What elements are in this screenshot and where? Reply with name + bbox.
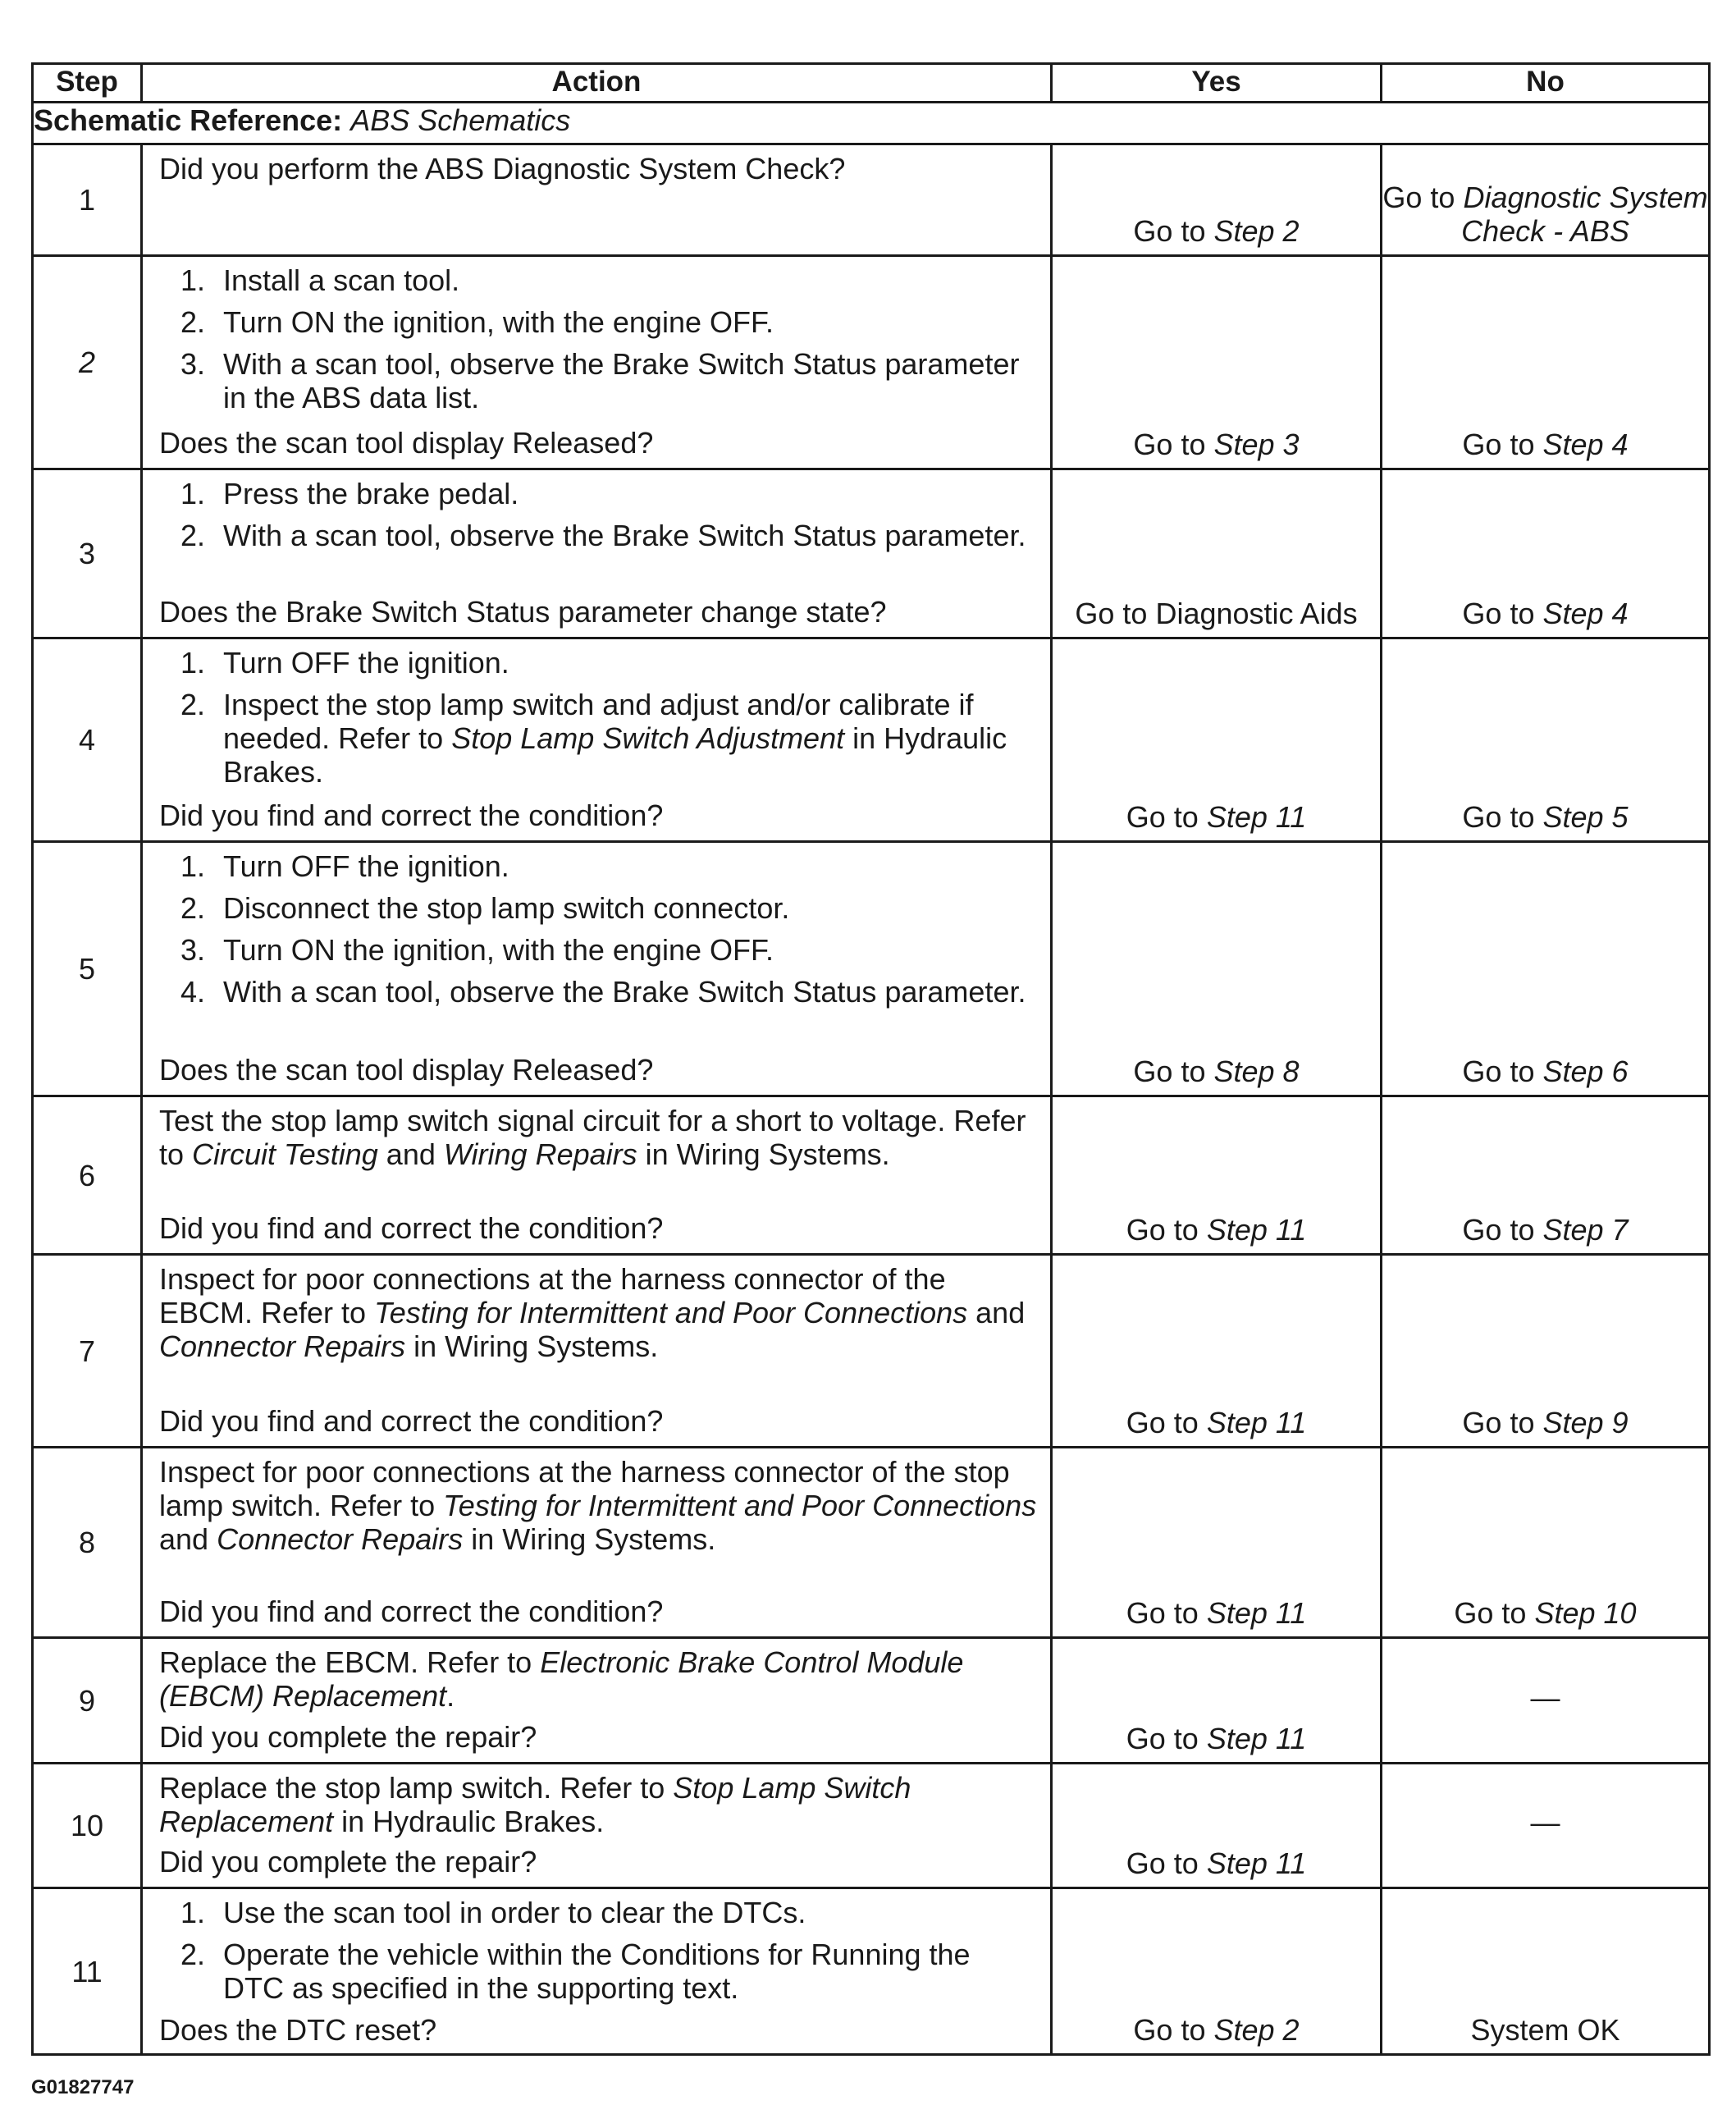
no-result [1382, 256, 1710, 469]
action-cell [142, 1638, 1052, 1764]
action-steps-list [159, 646, 1039, 797]
no-result [1382, 469, 1710, 638]
header-step: Step [33, 64, 142, 103]
yes-result [1052, 144, 1382, 256]
action-step-number: 3. [180, 347, 206, 381]
action-question: Did you complete the repair? [159, 1845, 537, 1878]
yes-result [1052, 1888, 1382, 2055]
yes-result-reference: Step 8 [1213, 1055, 1300, 1088]
yes-result-text: Go to [1133, 1055, 1214, 1088]
no-result [1382, 1096, 1710, 1255]
action-step-number: 1. [180, 646, 206, 680]
action-step-item: 1. Install a scan tool. [180, 263, 460, 297]
no-result-reference: Step 7 [1542, 1213, 1629, 1247]
step-number: 1 [33, 144, 142, 256]
no-result-reference: Step 9 [1542, 1406, 1629, 1439]
step-number: 8 [33, 1448, 142, 1638]
diagnostic-table-container [31, 62, 1708, 2056]
action-question: Does the scan tool display Released? [159, 426, 654, 460]
yes-result-text: Go to [1126, 800, 1207, 834]
action-step-item: 2. Turn ON the ignition, with the engine OFF. [180, 305, 774, 339]
cross-reference-text: Stop Lamp Switch Replacement [159, 1771, 911, 1838]
no-result-reference: Step 10 [1534, 1596, 1637, 1630]
yes-result [1052, 1448, 1382, 1638]
step-number: 9 [33, 1638, 142, 1764]
action-question: Does the DTC reset? [159, 2013, 437, 2047]
yes-result-reference: Step 11 [1206, 1406, 1307, 1439]
table-row [33, 1096, 1710, 1255]
action-step-number: 2. [180, 891, 206, 925]
yes-result-text: Go to [1133, 214, 1214, 248]
header-no: No [1382, 64, 1710, 103]
yes-result-reference: Step 3 [1213, 428, 1300, 461]
no-result [1382, 1638, 1710, 1764]
action-step-number: 2. [180, 688, 206, 721]
no-result-text: Go to [1462, 1055, 1543, 1088]
yes-result-text: Go to [1133, 2013, 1214, 2047]
yes-result-reference: Step 2 [1213, 214, 1300, 248]
yes-result-text: Go to [1126, 1846, 1207, 1880]
action-question: Did you complete the repair? [159, 1720, 537, 1754]
no-result-reference: Step 6 [1542, 1055, 1629, 1088]
action-step-item: 3. With a scan tool, observe the Brake Switch Status parameter in the ABS data list. [180, 347, 1020, 414]
no-result-text: — [1530, 1680, 1560, 1714]
action-question: Does the scan tool display Released? [159, 1053, 654, 1087]
no-result [1382, 638, 1710, 842]
schematic-reference-label: Schematic Reference: [34, 103, 343, 137]
cross-reference-text: Connector Repairs [159, 1329, 406, 1363]
cross-reference-text: Stop Lamp Switch Adjustment [451, 721, 845, 755]
table-row [33, 256, 1710, 469]
no-result-reference: Diagnostic System Check - ABS [1461, 181, 1708, 248]
cross-reference-text: Circuit Testing [192, 1137, 378, 1171]
yes-result [1052, 842, 1382, 1096]
no-result-text: Go to [1462, 597, 1543, 630]
no-result-reference: Step 5 [1542, 800, 1629, 834]
no-result-reference: Step 4 [1542, 597, 1629, 630]
action-step-number: 4. [180, 975, 206, 1009]
no-result-text: Go to [1462, 1406, 1543, 1439]
action-instruction: Replace the stop lamp switch. Refer to Stop Lamp Switch Replacement in Hydraulic Brakes. [159, 1771, 911, 1838]
action-cell [142, 1888, 1052, 2055]
yes-result-text: Go to [1126, 1213, 1207, 1247]
action-step-item: 4. With a scan tool, observe the Brake Switch Status parameter. [180, 975, 1026, 1009]
table-row [33, 842, 1710, 1096]
action-cell [142, 1448, 1052, 1638]
step-number: 5 [33, 842, 142, 1096]
action-instruction: Inspect for poor connections at the harness connector of the EBCM. Refer to Testing for Intermittent and Poor Connections and Connector Repairs in Wiring Systems. [159, 1262, 1026, 1363]
table-row [33, 1888, 1710, 2055]
action-step-number: 1. [180, 849, 206, 883]
action-step-item: 2. Inspect the stop lamp switch and adjust and/or calibrate if needed. Refer to Stop Lamp Switch Adjustment in Hydraulic Brakes. [180, 688, 1007, 789]
schematic-reference-row [33, 103, 1710, 144]
no-result-text: Go to [1462, 428, 1543, 461]
action-steps-list [159, 1896, 1039, 2013]
table-row [33, 638, 1710, 842]
action-cell [142, 1255, 1052, 1448]
header-row [33, 64, 1710, 103]
no-result [1382, 1255, 1710, 1448]
action-step-item: 1. Use the scan tool in order to clear the DTCs. [180, 1896, 806, 1929]
action-step-item: 1. Turn OFF the ignition. [180, 646, 509, 680]
step-number: 3 [33, 469, 142, 638]
yes-result-reference: Step 11 [1206, 1846, 1307, 1880]
action-step-item: 2. With a scan tool, observe the Brake Switch Status parameter. [180, 519, 1026, 552]
diagnostic-table [31, 62, 1711, 2056]
action-step-number: 1. [180, 477, 206, 510]
schematic-reference [33, 103, 1710, 144]
no-result-text: Go to [1382, 181, 1464, 214]
action-cell [142, 1096, 1052, 1255]
yes-result [1052, 256, 1382, 469]
action-instruction: Did you perform the ABS Diagnostic System Check? [159, 152, 846, 185]
no-result [1382, 1888, 1710, 2055]
no-result [1382, 144, 1710, 256]
no-result-text: Go to [1462, 800, 1543, 834]
table-row [33, 1255, 1710, 1448]
action-step-number: 2. [180, 305, 206, 339]
action-question: Did you find and correct the condition? [159, 1595, 664, 1628]
yes-result-reference: Step 11 [1206, 1722, 1307, 1755]
cross-reference-text: Wiring Repairs [443, 1137, 637, 1171]
table-row [33, 1764, 1710, 1888]
action-step-number: 1. [180, 1896, 206, 1929]
action-step-item: 2. Operate the vehicle within the Conditions for Running the DTC as specified in the supporting text. [180, 1938, 971, 2005]
yes-result [1052, 1096, 1382, 1255]
no-result-text: System OK [1470, 2013, 1620, 2047]
step-number: 2 [33, 256, 142, 469]
action-step-number: 3. [180, 933, 206, 967]
action-cell [142, 638, 1052, 842]
yes-result-reference: Step 11 [1206, 1213, 1307, 1247]
no-result-text: Go to [1462, 1213, 1543, 1247]
action-instruction: Test the stop lamp switch signal circuit for a short to voltage. Refer to Circuit Testing and Wiring Repairs in Wiring Systems. [159, 1104, 1026, 1171]
no-result [1382, 1448, 1710, 1638]
no-result [1382, 1764, 1710, 1888]
no-result-text: Go to [1454, 1596, 1535, 1630]
cross-reference-text: Testing for Intermittent and Poor Connections [374, 1296, 968, 1329]
action-question: Did you find and correct the condition? [159, 1211, 664, 1245]
yes-result [1052, 1255, 1382, 1448]
action-instruction: Replace the EBCM. Refer to Electronic Brake Control Module (EBCM) Replacement. [159, 1645, 964, 1713]
table-row [33, 1638, 1710, 1764]
yes-result-reference: Step 11 [1206, 1596, 1307, 1630]
action-cell [142, 144, 1052, 256]
action-cell [142, 469, 1052, 638]
yes-result [1052, 469, 1382, 638]
yes-result [1052, 1764, 1382, 1888]
action-question: Did you find and correct the condition? [159, 798, 664, 832]
yes-result-reference: Step 11 [1206, 800, 1307, 834]
action-instruction: Inspect for poor connections at the harness connector of the stop lamp switch. Refer to Testing for Intermittent and Poor Connections and Connector Repairs in Wiring Systems. [159, 1455, 1037, 1556]
action-step-item: 3. Turn ON the ignition, with the engine OFF. [180, 933, 774, 967]
cross-reference-text: Electronic Brake Control Module (EBCM) Replacement [159, 1645, 964, 1713]
action-step-item: 2. Disconnect the stop lamp switch connector. [180, 891, 790, 925]
action-steps-list [159, 263, 1039, 423]
action-cell [142, 1764, 1052, 1888]
yes-result-text: Go to [1126, 1722, 1207, 1755]
step-number: 4 [33, 638, 142, 842]
no-result-text: — [1530, 1805, 1560, 1839]
yes-result-text: Go to [1126, 1406, 1207, 1439]
action-step-number: 1. [180, 263, 206, 297]
table-row [33, 469, 1710, 638]
action-cell [142, 842, 1052, 1096]
action-question: Did you find and correct the condition? [159, 1404, 664, 1438]
yes-result-reference: Step 2 [1213, 2013, 1300, 2047]
no-result-reference: Step 4 [1542, 428, 1629, 461]
action-steps-list [159, 849, 1039, 1017]
action-question: Does the Brake Switch Status parameter change state? [159, 595, 887, 629]
yes-result-text: Go to [1126, 1596, 1207, 1630]
action-step-number: 2. [180, 1938, 206, 1971]
step-number: 6 [33, 1096, 142, 1255]
figure-code: G01827747 [31, 2076, 135, 2098]
table-row [33, 144, 1710, 256]
header-action: Action [142, 64, 1052, 103]
action-cell [142, 256, 1052, 469]
yes-result [1052, 1638, 1382, 1764]
cross-reference-text: Testing for Intermittent and Poor Connections [443, 1489, 1037, 1522]
action-step-item: 1. Press the brake pedal. [180, 477, 519, 510]
action-steps-list [159, 477, 1039, 561]
schematic-reference-value: ABS Schematics [350, 103, 571, 137]
no-result [1382, 842, 1710, 1096]
yes-result-text: Go to [1133, 428, 1214, 461]
step-number: 10 [33, 1764, 142, 1888]
header-yes: Yes [1052, 64, 1382, 103]
action-step-number: 2. [180, 519, 206, 552]
step-number: 7 [33, 1255, 142, 1448]
yes-result-text: Go to Diagnostic Aids [1075, 597, 1358, 630]
cross-reference-text: Connector Repairs [217, 1522, 464, 1556]
action-step-item: 1. Turn OFF the ignition. [180, 849, 509, 883]
table-row [33, 1448, 1710, 1638]
step-number: 11 [33, 1888, 142, 2055]
yes-result [1052, 638, 1382, 842]
